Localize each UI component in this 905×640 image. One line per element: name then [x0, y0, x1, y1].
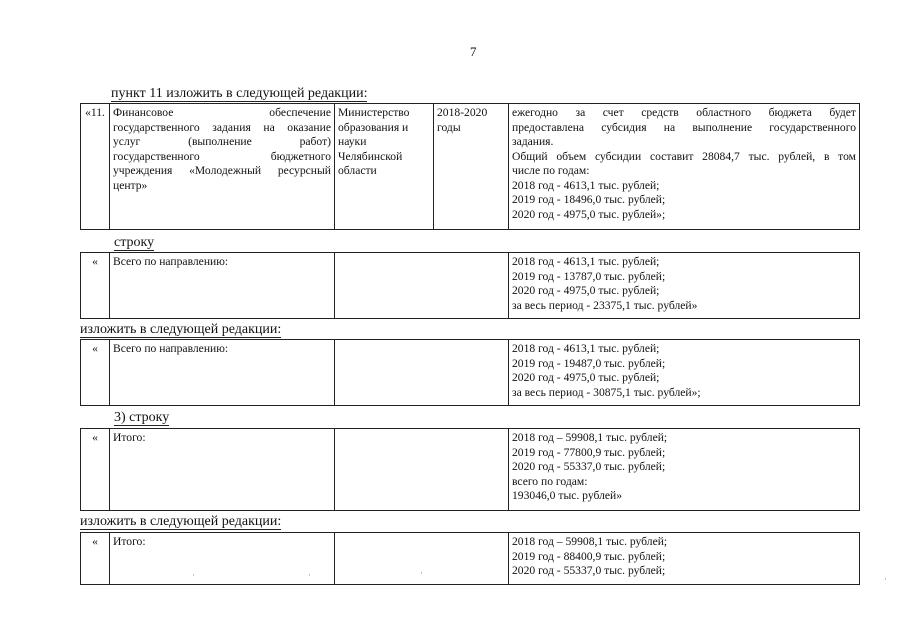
cell-line: ежегодно за счет средств областного бюджета будет	[512, 106, 856, 119]
table-cell-name	[110, 104, 335, 230]
cell-line: услуг (выполнение работ)	[113, 135, 331, 148]
cell-line: 2020 год - 4975,0 тыс. рублей;	[512, 371, 660, 384]
table-cell-name: Всего по направлению:	[110, 340, 335, 406]
cell-line: 2020 год - 55337,0 тыс. рублей;	[512, 460, 666, 473]
cell-line: задания.	[512, 135, 554, 148]
cell-line: годы	[437, 120, 461, 134]
scan-speck: ·	[192, 570, 195, 580]
table-row	[81, 429, 860, 511]
cell-line: за весь период - 30875,1 тыс. рублей»;	[512, 385, 701, 399]
cell-line: числе по годам:	[512, 164, 590, 177]
heading-new-edition-2-text: изложить в следующей редакции:	[80, 514, 282, 529]
cell-line: центр»	[113, 178, 148, 192]
cell-line: Общий объем субсидии составит 28084,7 тыс. рублей, в том	[512, 149, 856, 163]
table-total-new	[80, 532, 860, 585]
cell-line: 2020 год - 55337,0 тыс. рублей;	[512, 564, 666, 577]
cell-line: 193046,0 тыс. рублей»	[512, 489, 623, 502]
heading-item-11-text: пункт 11 изложить в следующей редакции:	[111, 86, 368, 101]
scan-speck: ·	[308, 570, 311, 580]
scan-speck: ·	[884, 574, 887, 584]
heading-new-edition-1-text: изложить в следующей редакции:	[80, 322, 282, 337]
cell-line: 2018-2020	[437, 106, 488, 119]
table-row	[81, 533, 860, 585]
heading-item-3-text: 3) строку	[114, 410, 170, 425]
cell-line: 2019 год - 19487,0 тыс. рублей;	[512, 356, 666, 370]
table-cell-funding	[509, 429, 860, 511]
table-cell-number: «	[81, 533, 110, 585]
table-row	[81, 340, 860, 406]
cell-line: всего по годам:	[512, 474, 588, 488]
cell-line: предоставлена субсидия на выполнение государственного	[512, 120, 856, 134]
cell-line: Финансовое обеспечение	[113, 106, 331, 119]
heading-row-label	[114, 235, 154, 251]
table-cell-empty	[335, 340, 509, 406]
cell-line: 2020 год - 4975,0 тыс. рублей»;	[512, 207, 666, 221]
table-row	[81, 253, 860, 319]
table-cell-number: «	[81, 340, 110, 406]
heading-new-edition-1	[80, 322, 281, 338]
table-cell-number: «	[81, 253, 110, 319]
cell-line: учреждения «Молодежный ресурсный	[113, 164, 331, 177]
cell-line: 2019 год - 88400,9 тыс. рублей;	[512, 549, 666, 563]
cell-line: 2018 год - 4613,1 тыс. рублей;	[512, 255, 660, 268]
cell-line: 2020 год - 4975,0 тыс. рублей;	[512, 284, 660, 297]
table-cell-empty	[335, 253, 509, 319]
cell-line: государственного бюджетного	[113, 149, 331, 163]
heading-item-11	[111, 86, 367, 102]
cell-line: 2018 год - 4613,1 тыс. рублей;	[512, 178, 660, 192]
cell-line: 2018 год – 59908,1 тыс. рублей;	[512, 431, 668, 444]
cell-line: Челябинской	[338, 149, 403, 163]
table-cell-funding	[509, 253, 860, 319]
scan-speck: ·	[420, 568, 423, 578]
cell-line: Министерство	[338, 106, 410, 119]
heading-item-3	[114, 410, 169, 426]
cell-line: 2019 год - 13787,0 тыс. рублей;	[512, 269, 666, 283]
table-cell-executor	[335, 104, 434, 230]
table-cell-empty	[335, 429, 509, 511]
table-item-11	[80, 103, 860, 230]
cell-line: области	[338, 164, 377, 177]
cell-line: государственного задания на оказание	[113, 120, 331, 134]
cell-line: 2019 год - 77800,9 тыс. рублей;	[512, 445, 666, 459]
table-cell-name: Всего по направлению:	[110, 253, 335, 319]
cell-line: 2018 год – 59908,1 тыс. рублей;	[512, 535, 668, 548]
table-cell-funding	[509, 104, 860, 230]
table-cell-funding	[509, 533, 860, 585]
table-row	[81, 104, 860, 230]
table-cell-name: Итого:	[110, 533, 335, 585]
table-cell-number: «11.	[81, 104, 110, 230]
cell-line: науки	[338, 135, 367, 148]
table-total-old	[80, 428, 860, 511]
table-total-direction-new	[80, 339, 860, 406]
table-cell-funding	[509, 340, 860, 406]
heading-new-edition-2	[80, 514, 281, 530]
table-cell-number: «	[81, 429, 110, 511]
cell-line: 2019 год - 18496,0 тыс. рублей;	[512, 193, 666, 206]
cell-line: образования и	[338, 120, 409, 134]
cell-line: 2018 год - 4613,1 тыс. рублей;	[512, 342, 660, 355]
heading-row-label-text: строку	[114, 235, 155, 250]
table-cell-name: Итого:	[110, 429, 335, 511]
page-number: 7	[470, 44, 477, 59]
cell-line: за весь период - 23375,1 тыс. рублей»	[512, 298, 698, 312]
table-cell-period	[434, 104, 509, 230]
table-total-direction-old	[80, 252, 860, 319]
